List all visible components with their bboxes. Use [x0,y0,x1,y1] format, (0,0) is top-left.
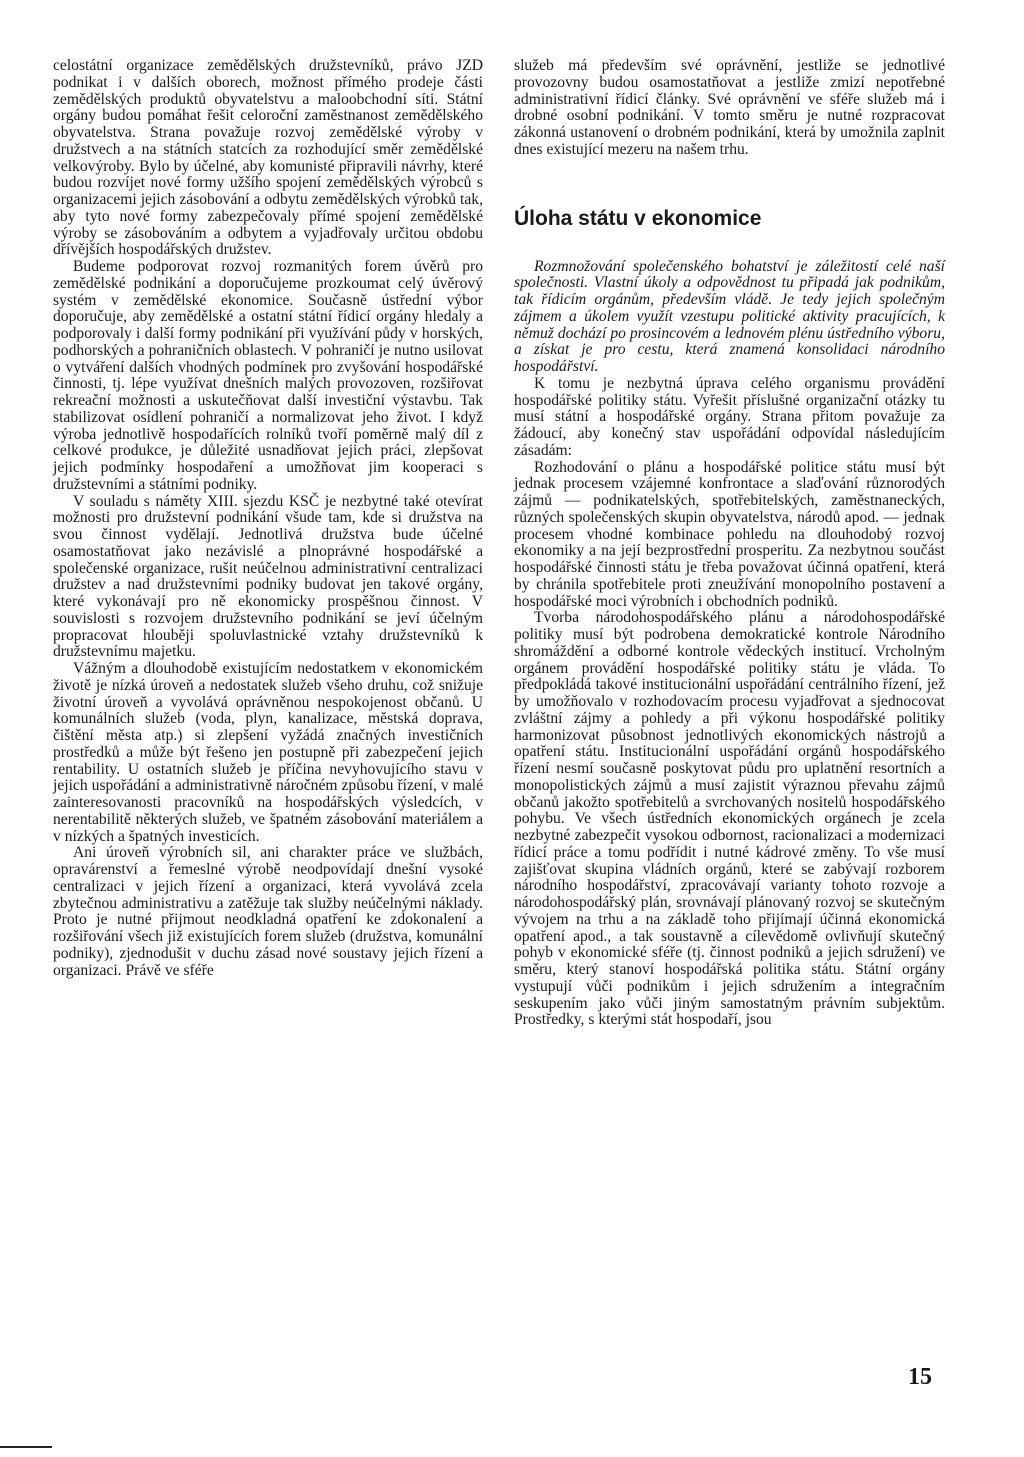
page-number: 15 [908,1364,932,1390]
paragraph: K tomu je nezbytná úprava celého organismu provádění hospodářské politiky státu. Vyřešit příslušné organizační otázky tu musí státní a hospodářské orgány. Strana přitom považuje za žádoucí, aby konečný stav uspořádání odpovídal následujícím zásadám: [514,374,945,459]
section-heading: Úloha státu v ekonomice [514,206,762,230]
left-column [53,58,483,979]
corner-rule [0,1446,52,1448]
paragraph: Budeme podporovat rozvoj rozmanitých forem úvěrů pro zemědělské podnikání a doporučujeme prozkoumat celý úvěrový systém v zemědělské ekonomice. Současně ústřední výbor doporučuje, aby zemědělské a ostatní státní řídicí orgány hledaly a podporovaly i další formy podnikání při využívání půdy v horských, podhorských a pohraničních oblastech. V pohraničí je nutno usilovat o vytváření dalších vhodných podmínek pro zvyšování hospodářské činnosti, tj. lépe využívat dnešních malých provozoven, rozšiřovat rekreační možnosti a uskutečňovat další investiční výstavbu. Tak stabilizovat osídlení pohraničí a normalizovat jeho život. I když výroba jednotlivě hospodařících rolníků tvoří poměrně malý díl z celkové produkce, je důležité usnadňovat jejich práci, zlepšovat jejich podmínky hospodaření a umožňovat jim kooperaci s družstevními a státními podniky. [53,258,483,493]
paragraph: Tvorba národohospodářského plánu a národohospodářské politiky musí být podrobena demokratické kontrole Národního shromáždění a odborné kontrole vědeckých institucí. Vrcholným orgánem provádění hospodářské politiky státu je vláda. To předpokládá takové institucionální uspořádání centrálního řízení, jež by umožňovalo v rozhodovacím procesu vyjadřovat a sjednocovat zvláštní zájmy a pohledy a při výkonu hospodářské politiky harmonizovat působnost jednotlivých ekonomických nástrojů a opatření státu. Institucionální uspořádání orgánů hospodářského řízení nesmí současně poskytovat půdu pro uplatnění resortních a monopolistických zájmů a musí zajistit výraznou převahu zájmů občanů jakožto spotřebitelů a svrchovaných nositelů hospodářského pohybu. Ve všech ústředních ekonomických orgánech je zcela nezbytné zabezpečit vysokou odbornost, racionalizaci a modernizaci řídicí práce a tomu podřídit i nutné kádrové změny. To vše musí zajišťovat skupina vládních orgánů, které se zabývají rozborem národního hospodářství, zpracovávají varianty tohoto rozvoje a národohospodářský plán, srovnávají plánovaný rozvoj se skutečným vývojem na trhu a na základě toho přijímají účinná ekonomická opatření apod., a tak soustavně a cílevědomě ovlivňují skutečný pohyb v ekonomické sféře (tj. činnost podniků a jejich sdružení) ve směru, který stanoví hospodářská politika státu. Státní orgány vystupují vůči podnikům i jejich sdružením a integračním seskupením jako vůči jiným samostatným právním subjektům. Prostředky, s kterými stát hospodaří, jsou [514,609,945,1029]
paragraph: Vážným a dlouhodobě existujícím nedostatkem v ekonomickém životě je nízká úroveň a nedostatek služeb všeho druhu, což snižuje životní úroveň a vyvolává oprávněnou nespokojenost občanů. U komunálních služeb (voda, plyn, kanalizace, městská doprava, čištění města atp.) si zlepšení vyžádá značných investičních prostředků a může být řešeno jen postupně při zabezpečení jejich rentability. U ostatních služeb je příčina nevyhovujícího stavu v jejich uspořádání a administrativně náročném způsobu řízení, v malé zainteresovanosti pracovníků na hospodářských výsledcích, v nerentabilitě některých služeb, ve špatném zásobování materiálem a v nízkých a špatných investicích. [53,660,483,845]
right-column [514,58,945,1029]
paragraph: celostátní organizace zemědělských družstevníků, právo JZD podnikat i v dalších oborech, možnost přímého prodeje části zemědělských produktů obyvatelstvu a maloobchodní síti. Státní orgány budou pomáhat řešit celoroční zaměstnanost zemědělského obyvatelstva. Strana považuje rozvoj zemědělské výroby v družstvech a na státních statcích za rozhodující směr zemědělské velkovýroby. Bylo by účelné, aby komunisté připravili návrhy, které budou rozvíjet nové formy užšího spojení zemědělských výrobců s organizacemi jejich zásobování a odbytu zemědělských výrobků tak, aby tyto nové formy zabezpečovaly přímé spojení zemědělské výroby se zásobováním a odbytem a vyjadřovaly určitou obdobu dřívějších hospodářských družstev. [53,57,483,259]
paragraph: Ani úroveň výrobních sil, ani charakter práce ve službách, opravárenství a řemeslné výrobě neodpovídají dnešní vysoké centralizaci v jejich řízení a organizaci, která vyvolává zcela zbytečnou administrativu a zatěžuje tak služby neúčelnými náklady. Proto je nutné přijmout neodkladná opatření ke zdokonalení a rozšiřování všech již existujících forem služeb (družstva, komunální podniky), zjednodušit v duchu zásad nové soustavy jejich řízení a organizaci. Právě ve sféře [53,844,483,979]
paragraph: V souladu s náměty XIII. sjezdu KSČ je nezbytné také otevírat možnosti pro družstevní podnikání všude tam, kde si družstva na svou činnost vydělají. Jednotlivá družstva bude účelné osamostatňovat jako nezávislé a plnoprávné hospodářské a společenské organizace, rušit neúčelnou administrativní centralizaci družstev a nad družstevními podniky budovat jen takové orgány, které vykonávají pro ně ekonomicky prospěšnou činnost. V souvislosti s rozvojem družstevního podnikání se jeví účelným propracovat hlouběji spoluvlastnické vztahy družstevníků k družstevnímu majetku. [53,492,483,661]
paragraph: služeb má především své oprávnění, jestliže se jednotlivé provozovny budou osamostatňovat a jestliže zmizí nepotřebné administrativní řídicí články. Své oprávnění ve sféře služeb má i drobné osobní podnikání. V tomto směru je nutné rozpracovat zákonná ustanovení o drobném podnikání, která by umožnila zaplnit dnes existující mezeru na našem trhu. [514,57,945,158]
section-intro: Rozmnožování společenského bohatství je záležitostí celé naší společnosti. Vlastní úkoly a odpovědnost tu připadá jak podnikům, tak řídicím orgánům, především vládě. Je tedy jejich společným zájmem a úkolem využít vzestupu politické aktivity pracujících, k němuž dochází po prosincovém a lednovém plénu ústředního výboru, a získat je pro cestu, která znamená konsolidaci národního hospodářství. [514,257,945,375]
paragraph: Rozhodování o plánu a hospodářské politice státu musí být jednak procesem vzájemné konfrontace a slaďování různorodých zájmů — podnikatelských, spotřebitelských, zaměstnaneckých, různých společenských skupin obyvatelstva, národů apod. — jednak procesem vhodné kombinace pohledu na dlouhodobý rozvoj ekonomiky a na její bezprostřední prosperitu. Za nezbytnou součást hospodářské činnosti státu je třeba považovat účinná opatření, která by chránila spotřebitele proti zneužívání monopolního postavení a hospodářské moci výrobních i obchodních podniků. [514,458,945,610]
